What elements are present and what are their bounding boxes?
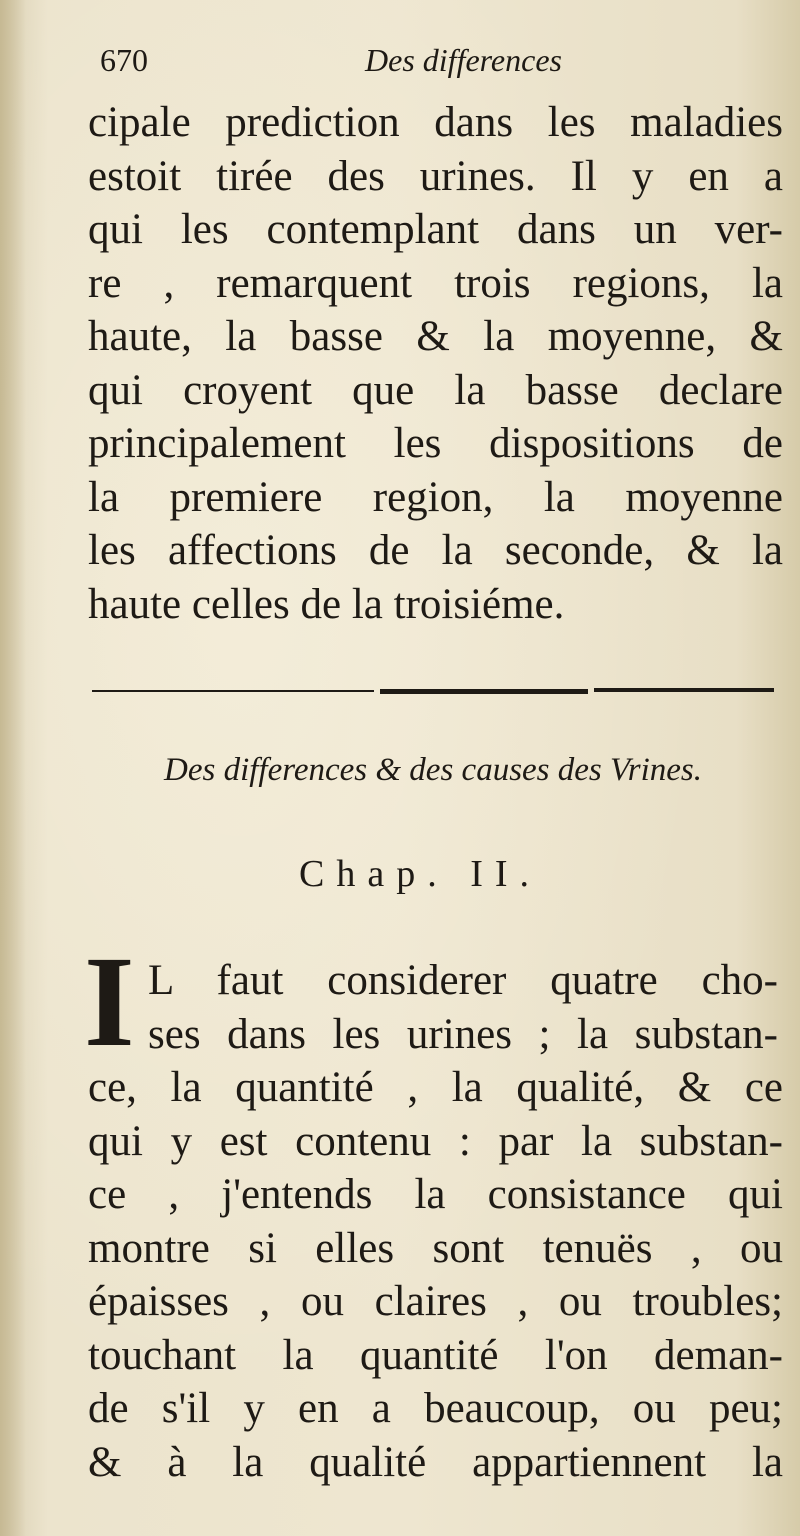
text-line: principalement les dispositions de (88, 420, 783, 467)
page-number: 670 (100, 42, 148, 78)
text-line: ce, la quantité , la qualité, & ce (88, 1064, 783, 1111)
text-line: qui les contemplant dans un ver- (88, 206, 783, 253)
paragraph-body (88, 1061, 783, 1489)
text-line: touchant la quantité l'on deman- (88, 1331, 783, 1379)
text-line: ses dans les urines ; la substan- (148, 1010, 778, 1058)
rule-segment (594, 688, 774, 692)
text-line: qui croyent que la basse declare (88, 366, 783, 414)
text-line: cipale prediction dans les maladies (88, 99, 783, 146)
text-line: estoit tirée des urines. Il y en a (88, 152, 783, 200)
text-line: qui y est contenu : par la substan- (88, 1117, 783, 1165)
text-line: la premiere region, la moyenne (88, 473, 783, 521)
page-gutter-shadow (0, 0, 26, 1536)
text-line: ce , j'entends la consistance qui (88, 1171, 783, 1218)
text-line: & à la qualité appartiennent la (88, 1438, 783, 1486)
chapter-heading: Chap. II. (298, 853, 542, 895)
text-line: épaisses , ou claires , ou troubles; (88, 1278, 783, 1325)
text-line: montre si elles sont tenuës , ou (88, 1224, 783, 1272)
text-line: de s'il y en a beaucoup, ou peu; (88, 1385, 783, 1432)
paragraph-continued (88, 96, 783, 631)
paragraph-first-lines (148, 954, 778, 1061)
rule-segment (92, 690, 374, 692)
text-line: haute, la basse & la moyenne, & (88, 313, 783, 360)
section-divider-rule (92, 684, 774, 698)
section-heading: Des differences & des causes des Vrines. (164, 752, 702, 788)
rule-segment (380, 689, 588, 694)
text-line: L faut considerer quatre cho- (148, 957, 778, 1004)
text-line: haute celles de la troisiéme. (88, 580, 565, 628)
running-title: Des differences (365, 42, 562, 78)
drop-cap: I (84, 930, 135, 1074)
text-line: re , remarquent trois regions, la (88, 259, 783, 307)
running-head (100, 42, 760, 92)
text-line: les affections de la seconde, & la (88, 527, 783, 574)
